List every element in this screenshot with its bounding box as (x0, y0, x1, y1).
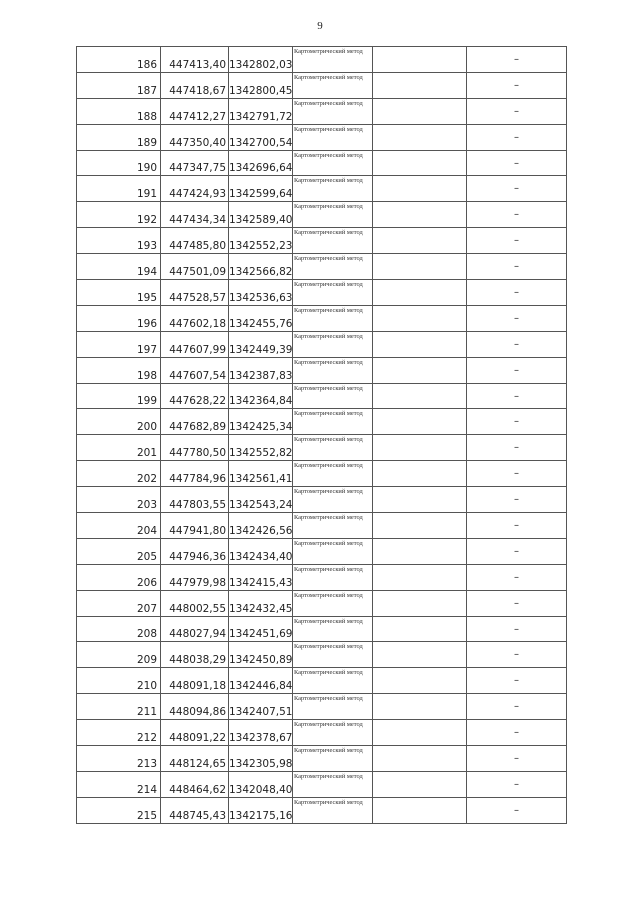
accuracy-cell: – (467, 202, 567, 228)
point-number-cell: 192 (77, 202, 161, 228)
x-coordinate-cell: 447413,40 (161, 47, 229, 73)
method-label: Картометрический метод (294, 384, 363, 392)
method-label: Картометрический метод (294, 695, 363, 703)
method-cell (293, 305, 373, 331)
y-coordinate-cell: 1342536,63 (229, 280, 293, 306)
point-number-cell: 190 (77, 150, 161, 176)
method-cell (293, 72, 373, 98)
method-label: Картометрический метод (294, 203, 363, 211)
accuracy-cell: – (467, 98, 567, 124)
table-row (77, 797, 567, 823)
accuracy-cell: – (467, 254, 567, 280)
table-row (77, 305, 567, 331)
x-coordinate-cell: 447501,09 (161, 254, 229, 280)
empty-cell (373, 746, 467, 772)
method-cell (293, 461, 373, 487)
table-row (77, 47, 567, 73)
empty-cell (373, 694, 467, 720)
point-number-cell: 208 (77, 616, 161, 642)
method-cell (293, 357, 373, 383)
method-label: Картометрический метод (294, 358, 363, 366)
point-number-cell: 194 (77, 254, 161, 280)
x-coordinate-cell: 448002,55 (161, 590, 229, 616)
method-cell (293, 771, 373, 797)
y-coordinate-cell: 1342455,76 (229, 305, 293, 331)
x-coordinate-cell: 447350,40 (161, 124, 229, 150)
table-row (77, 642, 567, 668)
accuracy-cell: – (467, 564, 567, 590)
x-coordinate-cell: 447347,75 (161, 150, 229, 176)
table-row (77, 331, 567, 357)
method-label: Картометрический метод (294, 721, 363, 729)
x-coordinate-cell: 447602,18 (161, 305, 229, 331)
method-cell (293, 720, 373, 746)
method-cell (293, 202, 373, 228)
method-cell (293, 513, 373, 539)
method-label: Картометрический метод (294, 798, 363, 806)
y-coordinate-cell: 1342378,67 (229, 720, 293, 746)
method-cell (293, 694, 373, 720)
table-row (77, 435, 567, 461)
accuracy-cell: – (467, 642, 567, 668)
point-number-cell: 200 (77, 409, 161, 435)
y-coordinate-cell: 1342696,64 (229, 150, 293, 176)
point-number-cell: 201 (77, 435, 161, 461)
method-cell (293, 383, 373, 409)
empty-cell (373, 202, 467, 228)
empty-cell (373, 668, 467, 694)
y-coordinate-cell: 1342561,41 (229, 461, 293, 487)
point-number-cell: 205 (77, 538, 161, 564)
point-number-cell: 215 (77, 797, 161, 823)
table-row (77, 590, 567, 616)
y-coordinate-cell: 1342426,56 (229, 513, 293, 539)
empty-cell (373, 331, 467, 357)
empty-cell (373, 487, 467, 513)
point-number-cell: 206 (77, 564, 161, 590)
empty-cell (373, 616, 467, 642)
accuracy-cell: – (467, 124, 567, 150)
method-cell (293, 642, 373, 668)
method-label: Картометрический метод (294, 772, 363, 780)
method-label: Картометрический метод (294, 436, 363, 444)
method-label: Картометрический метод (294, 99, 363, 107)
y-coordinate-cell: 1342552,23 (229, 228, 293, 254)
y-coordinate-cell: 1342450,89 (229, 642, 293, 668)
table-row (77, 124, 567, 150)
empty-cell (373, 47, 467, 73)
y-coordinate-cell: 1342425,34 (229, 409, 293, 435)
point-number-cell: 188 (77, 98, 161, 124)
x-coordinate-cell: 447412,27 (161, 98, 229, 124)
y-coordinate-cell: 1342451,69 (229, 616, 293, 642)
accuracy-cell: – (467, 72, 567, 98)
accuracy-cell: – (467, 694, 567, 720)
point-number-cell: 193 (77, 228, 161, 254)
x-coordinate-cell: 448038,29 (161, 642, 229, 668)
page-number: 9 (317, 20, 323, 32)
empty-cell (373, 461, 467, 487)
method-cell (293, 176, 373, 202)
table-row (77, 72, 567, 98)
table-row (77, 616, 567, 642)
x-coordinate-cell: 447784,96 (161, 461, 229, 487)
point-number-cell: 209 (77, 642, 161, 668)
point-number-cell: 191 (77, 176, 161, 202)
accuracy-cell: – (467, 720, 567, 746)
empty-cell (373, 98, 467, 124)
method-cell (293, 797, 373, 823)
x-coordinate-cell: 448027,94 (161, 616, 229, 642)
x-coordinate-cell: 448745,43 (161, 797, 229, 823)
method-cell (293, 331, 373, 357)
method-label: Картометрический метод (294, 177, 363, 185)
y-coordinate-cell: 1342700,54 (229, 124, 293, 150)
empty-cell (373, 797, 467, 823)
method-cell (293, 564, 373, 590)
accuracy-cell: – (467, 668, 567, 694)
method-label: Картометрический метод (294, 73, 363, 81)
table-row (77, 746, 567, 772)
empty-cell (373, 642, 467, 668)
y-coordinate-cell: 1342599,64 (229, 176, 293, 202)
y-coordinate-cell: 1342800,45 (229, 72, 293, 98)
table-row (77, 513, 567, 539)
x-coordinate-cell: 447607,99 (161, 331, 229, 357)
y-coordinate-cell: 1342446,84 (229, 668, 293, 694)
method-label: Картометрический метод (294, 539, 363, 547)
x-coordinate-cell: 448091,18 (161, 668, 229, 694)
y-coordinate-cell: 1342552,82 (229, 435, 293, 461)
table-row (77, 771, 567, 797)
accuracy-cell: – (467, 47, 567, 73)
accuracy-cell: – (467, 590, 567, 616)
point-number-cell: 198 (77, 357, 161, 383)
method-cell (293, 98, 373, 124)
table-row (77, 98, 567, 124)
accuracy-cell: – (467, 797, 567, 823)
method-label: Картометрический метод (294, 332, 363, 340)
point-number-cell: 189 (77, 124, 161, 150)
point-number-cell: 187 (77, 72, 161, 98)
table-row (77, 228, 567, 254)
method-cell (293, 668, 373, 694)
x-coordinate-cell: 447780,50 (161, 435, 229, 461)
table-row (77, 694, 567, 720)
x-coordinate-cell: 447528,57 (161, 280, 229, 306)
x-coordinate-cell: 447803,55 (161, 487, 229, 513)
method-cell (293, 47, 373, 73)
method-label: Картометрический метод (294, 48, 363, 55)
point-number-cell: 199 (77, 383, 161, 409)
method-cell (293, 746, 373, 772)
accuracy-cell: – (467, 538, 567, 564)
table-row (77, 280, 567, 306)
method-label: Картометрический метод (294, 255, 363, 263)
empty-cell (373, 305, 467, 331)
method-label: Картометрический метод (294, 281, 363, 289)
x-coordinate-cell: 447607,54 (161, 357, 229, 383)
table-row (77, 487, 567, 513)
method-label: Картометрический метод (294, 229, 363, 237)
x-coordinate-cell: 447424,93 (161, 176, 229, 202)
method-label: Картометрический метод (294, 151, 363, 159)
y-coordinate-cell: 1342407,51 (229, 694, 293, 720)
method-label: Картометрический метод (294, 643, 363, 651)
accuracy-cell: – (467, 305, 567, 331)
y-coordinate-cell: 1342364,84 (229, 383, 293, 409)
table-row (77, 409, 567, 435)
method-label: Картометрический метод (294, 125, 363, 133)
table-row (77, 383, 567, 409)
empty-cell (373, 513, 467, 539)
accuracy-cell: – (467, 616, 567, 642)
y-coordinate-cell: 1342589,40 (229, 202, 293, 228)
accuracy-cell: – (467, 746, 567, 772)
method-label: Картометрический метод (294, 669, 363, 677)
table-row (77, 254, 567, 280)
method-cell (293, 124, 373, 150)
accuracy-cell: – (467, 435, 567, 461)
accuracy-cell: – (467, 280, 567, 306)
table-row (77, 668, 567, 694)
y-coordinate-cell: 1342305,98 (229, 746, 293, 772)
empty-cell (373, 720, 467, 746)
point-number-cell: 197 (77, 331, 161, 357)
method-label: Картометрический метод (294, 514, 363, 522)
table-body (77, 47, 567, 824)
method-label: Картометрический метод (294, 306, 363, 314)
point-number-cell: 204 (77, 513, 161, 539)
empty-cell (373, 564, 467, 590)
point-number-cell: 211 (77, 694, 161, 720)
empty-cell (373, 280, 467, 306)
empty-cell (373, 409, 467, 435)
y-coordinate-cell: 1342449,39 (229, 331, 293, 357)
empty-cell (373, 124, 467, 150)
empty-cell (373, 254, 467, 280)
table-row (77, 538, 567, 564)
method-cell (293, 435, 373, 461)
table-row (77, 150, 567, 176)
y-coordinate-cell: 1342048,40 (229, 771, 293, 797)
method-label: Картометрический метод (294, 565, 363, 573)
empty-cell (373, 538, 467, 564)
x-coordinate-cell: 447418,67 (161, 72, 229, 98)
y-coordinate-cell: 1342566,82 (229, 254, 293, 280)
method-cell (293, 280, 373, 306)
point-number-cell: 212 (77, 720, 161, 746)
point-number-cell: 196 (77, 305, 161, 331)
table-row (77, 720, 567, 746)
point-number-cell: 186 (77, 47, 161, 73)
accuracy-cell: – (467, 150, 567, 176)
y-coordinate-cell: 1342175,16 (229, 797, 293, 823)
y-coordinate-cell: 1342543,24 (229, 487, 293, 513)
y-coordinate-cell: 1342415,43 (229, 564, 293, 590)
x-coordinate-cell: 447485,80 (161, 228, 229, 254)
empty-cell (373, 383, 467, 409)
method-label: Картометрический метод (294, 617, 363, 625)
table-row (77, 461, 567, 487)
accuracy-cell: – (467, 513, 567, 539)
accuracy-cell: – (467, 771, 567, 797)
empty-cell (373, 435, 467, 461)
table-row (77, 176, 567, 202)
point-number-cell: 214 (77, 771, 161, 797)
x-coordinate-cell: 448464,62 (161, 771, 229, 797)
y-coordinate-cell: 1342802,03 (229, 47, 293, 73)
method-label: Картометрический метод (294, 488, 363, 496)
method-cell (293, 409, 373, 435)
table-row (77, 564, 567, 590)
empty-cell (373, 72, 467, 98)
y-coordinate-cell: 1342791,72 (229, 98, 293, 124)
empty-cell (373, 228, 467, 254)
x-coordinate-cell: 448124,65 (161, 746, 229, 772)
method-cell (293, 590, 373, 616)
point-number-cell: 195 (77, 280, 161, 306)
method-cell (293, 228, 373, 254)
y-coordinate-cell: 1342434,40 (229, 538, 293, 564)
x-coordinate-cell: 447434,34 (161, 202, 229, 228)
x-coordinate-cell: 447628,22 (161, 383, 229, 409)
method-cell (293, 487, 373, 513)
x-coordinate-cell: 447946,36 (161, 538, 229, 564)
method-cell (293, 254, 373, 280)
empty-cell (373, 590, 467, 616)
empty-cell (373, 771, 467, 797)
x-coordinate-cell: 447682,89 (161, 409, 229, 435)
method-cell (293, 150, 373, 176)
y-coordinate-cell: 1342432,45 (229, 590, 293, 616)
accuracy-cell: – (467, 383, 567, 409)
accuracy-cell: – (467, 176, 567, 202)
empty-cell (373, 357, 467, 383)
empty-cell (373, 176, 467, 202)
accuracy-cell: – (467, 331, 567, 357)
x-coordinate-cell: 448094,86 (161, 694, 229, 720)
accuracy-cell: – (467, 357, 567, 383)
method-cell (293, 538, 373, 564)
accuracy-cell: – (467, 228, 567, 254)
coordinates-table (76, 46, 567, 824)
empty-cell (373, 150, 467, 176)
x-coordinate-cell: 447941,80 (161, 513, 229, 539)
point-number-cell: 210 (77, 668, 161, 694)
y-coordinate-cell: 1342387,83 (229, 357, 293, 383)
x-coordinate-cell: 447979,98 (161, 564, 229, 590)
method-label: Картометрический метод (294, 591, 363, 599)
x-coordinate-cell: 448091,22 (161, 720, 229, 746)
method-label: Картометрический метод (294, 462, 363, 470)
method-cell (293, 616, 373, 642)
accuracy-cell: – (467, 461, 567, 487)
table-row (77, 202, 567, 228)
method-label: Картометрический метод (294, 747, 363, 755)
table-row (77, 357, 567, 383)
point-number-cell: 213 (77, 746, 161, 772)
point-number-cell: 203 (77, 487, 161, 513)
point-number-cell: 202 (77, 461, 161, 487)
point-number-cell: 207 (77, 590, 161, 616)
method-label: Картометрический метод (294, 410, 363, 418)
accuracy-cell: – (467, 409, 567, 435)
accuracy-cell: – (467, 487, 567, 513)
